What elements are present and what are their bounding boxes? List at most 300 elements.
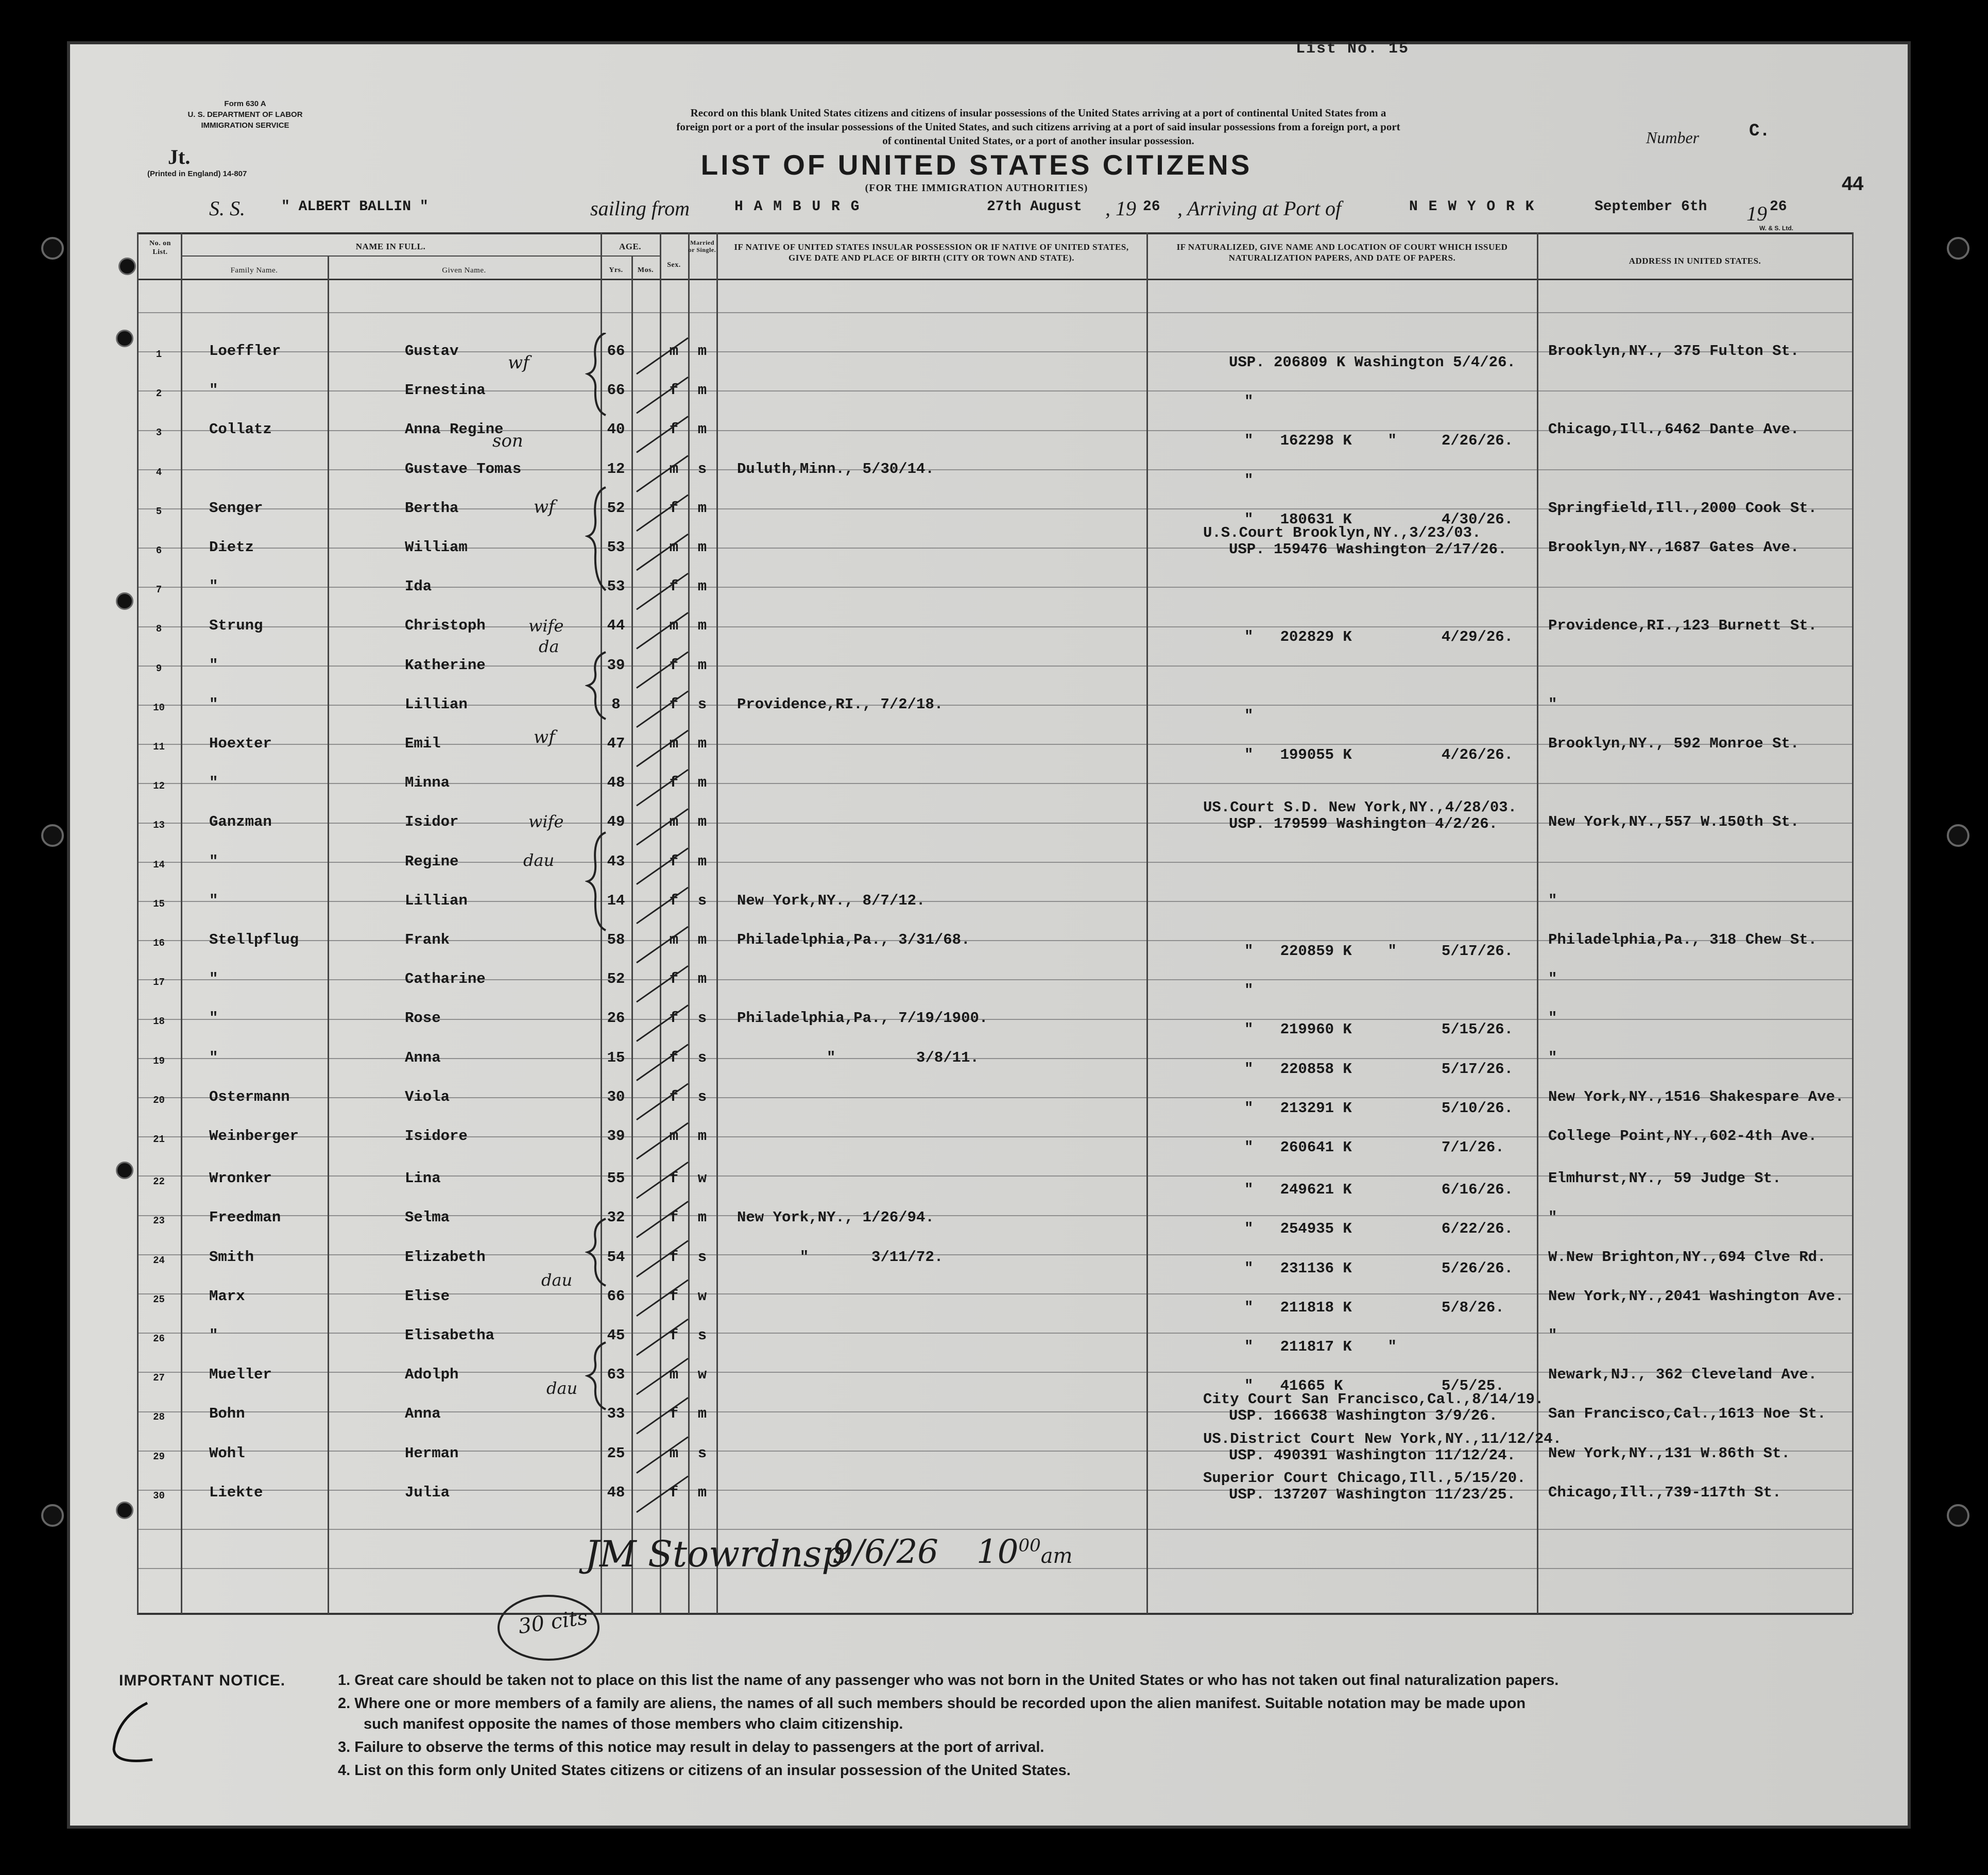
given-name: William — [405, 539, 468, 556]
given-name: Julia — [405, 1484, 450, 1501]
binder-hole — [116, 1502, 133, 1519]
birth-info: " 3/8/11. — [737, 1049, 979, 1066]
sex: m — [669, 617, 679, 635]
sex: f — [669, 1049, 679, 1066]
ditto-stroke — [637, 1123, 688, 1159]
marital-status: w — [697, 1366, 707, 1384]
annotation-wife: wife — [528, 616, 564, 636]
naturalization-papers: " — [1244, 982, 1254, 999]
sail-date: 27th August — [987, 199, 1082, 215]
family-name: Wronker — [209, 1170, 272, 1187]
ditto-stroke — [637, 809, 688, 845]
marital-status: m — [697, 578, 707, 595]
address: San Francisco,Cal.,1613 Noe St. — [1548, 1405, 1826, 1423]
ruled-line — [137, 469, 1852, 470]
sex: m — [669, 931, 679, 948]
binder-hole — [118, 258, 136, 275]
sex: m — [669, 1366, 679, 1384]
binder-hole — [41, 824, 64, 847]
marital-status: m — [697, 1209, 707, 1226]
given-name: Katherine — [405, 656, 486, 674]
naturalization-papers: USP. 206809 K Washington 5/4/26. — [1229, 354, 1516, 371]
ditto-stroke — [637, 927, 688, 963]
family-name: Smith — [209, 1248, 254, 1266]
binder-hole — [116, 592, 133, 610]
birth-info: New York,NY., 8/7/12. — [737, 892, 926, 909]
row-number: 19 — [153, 1055, 165, 1067]
address: Providence,RI.,123 Burnett St. — [1548, 617, 1818, 635]
binder-hole — [1947, 824, 1969, 847]
age-years: 30 — [607, 1088, 625, 1105]
row-number: 9 — [156, 662, 162, 674]
header-married: Married or Single. — [688, 239, 716, 253]
sex: f — [669, 1327, 679, 1344]
sex: f — [669, 774, 679, 792]
age-years: 55 — [607, 1170, 625, 1187]
row-number: 7 — [156, 584, 162, 596]
address: " — [1548, 1049, 1557, 1066]
binder-hole — [116, 1162, 133, 1179]
given-name: Anna — [405, 1405, 441, 1423]
naturalization-papers: " 249621 K 6/16/26. — [1244, 1181, 1514, 1199]
age-years: 47 — [607, 735, 625, 752]
header-address: ADDRESS IN UNITED STATES. — [1629, 256, 1761, 266]
arrival-port: N E W Y O R K — [1409, 199, 1535, 215]
age-years: 53 — [607, 539, 625, 556]
family-name: " — [209, 853, 218, 870]
given-name: Herman — [405, 1444, 459, 1462]
notice-item-3: 3. Failure to observe the terms of this notice may result in delay to passengers at the port of arrival. — [338, 1739, 1044, 1755]
marital-status: m — [697, 970, 707, 988]
family-name: Weinberger — [209, 1128, 299, 1145]
marital-status: m — [697, 735, 707, 752]
name-subrule — [181, 255, 601, 257]
sex: f — [669, 499, 679, 517]
ditto-stroke — [637, 612, 688, 649]
row-number: 13 — [153, 820, 165, 831]
row-number: 12 — [153, 780, 165, 792]
address: " — [1548, 1209, 1557, 1226]
marital-status: w — [697, 1170, 707, 1187]
annotation-dau: dau — [541, 1270, 573, 1290]
address: Chicago,Ill.,739-117th St. — [1548, 1484, 1781, 1501]
family-name: " — [209, 970, 218, 988]
number-label: Number — [1646, 128, 1700, 147]
marital-status: s — [697, 892, 707, 909]
ruled-line — [137, 1333, 1852, 1334]
row-number: 21 — [153, 1134, 165, 1145]
ruled-line — [137, 1529, 1852, 1530]
ditto-stroke — [637, 1358, 688, 1394]
marital-status: m — [697, 343, 707, 360]
notice-item-2-cont: such manifest opposite the names of those members who claim citizenship. — [364, 1716, 903, 1732]
family-name: " — [209, 578, 218, 595]
age-years: 15 — [607, 1049, 625, 1066]
row-number: 4 — [156, 466, 162, 478]
birth-info: " 3/11/72. — [737, 1248, 944, 1266]
naturalization-court: US.District Court New York,NY.,11/12/24. — [1203, 1430, 1562, 1447]
annotation-wife: wf — [534, 727, 555, 747]
marital-status: m — [697, 1405, 707, 1423]
ditto-stroke — [637, 691, 688, 727]
given-name: Lina — [405, 1170, 441, 1187]
service: IMMIGRATION SERVICE — [201, 121, 289, 130]
given-name: Viola — [405, 1088, 450, 1105]
sex: f — [669, 1170, 679, 1187]
binder-hole — [1947, 1504, 1969, 1527]
ship-label: S. S. — [209, 197, 245, 220]
check-strokes — [626, 333, 729, 1605]
given-name: Frank — [405, 931, 450, 948]
given-name: Selma — [405, 1209, 450, 1226]
naturalization-court: Superior Court Chicago,Ill.,5/15/20. — [1203, 1469, 1526, 1487]
marital-status: m — [697, 656, 707, 674]
notice-item-4: 4. List on this form only United States citizens or citizens of an insular possession of the United States. — [338, 1762, 1071, 1779]
header-no: No. on List. — [149, 240, 171, 256]
family-name: " — [209, 1010, 218, 1027]
naturalization-papers: " 254935 K 6/22/26. — [1244, 1220, 1514, 1238]
address: " — [1548, 892, 1557, 909]
given-name: Emil — [405, 735, 441, 752]
family-name: Collatz — [209, 421, 272, 438]
given-name: Rose — [405, 1010, 441, 1027]
given-name: Gustave Tomas — [405, 460, 522, 478]
age-years: 52 — [607, 499, 625, 517]
ditto-stroke — [637, 377, 688, 413]
naturalization-papers: " 219960 K 5/15/26. — [1244, 1021, 1514, 1038]
family-name: " — [209, 1049, 218, 1066]
sex: m — [669, 539, 679, 556]
binder-hole — [116, 330, 133, 347]
marital-status: m — [697, 499, 707, 517]
ruled-line — [137, 666, 1852, 667]
ditto-stroke — [637, 1045, 688, 1081]
family-name: Loeffler — [209, 343, 281, 360]
ditto-stroke — [637, 1241, 688, 1277]
record-instructions: Record on this blank United States citizens and citizens of insular possessions of the United States arriving at a port of continental United States from a foreign port or a port of the insular possessions of the United States, and such citizens arriving at a port of said insular possessions from a foreign port, a port of continental United States, or a port of another insular possession. — [676, 107, 1400, 147]
address: Brooklyn,NY.,1687 Gates Ave. — [1548, 539, 1800, 556]
annotation-dau: dau — [523, 850, 555, 870]
marital-status: s — [697, 1010, 707, 1027]
family-name: Hoexter — [209, 735, 272, 752]
naturalization-papers: " — [1244, 471, 1254, 489]
row-number: 18 — [153, 1016, 165, 1028]
naturalization-papers: " 231136 K 5/26/26. — [1244, 1259, 1514, 1277]
marital-status: m — [697, 1128, 707, 1145]
ditto-stroke — [637, 1084, 688, 1120]
row-number: 27 — [153, 1372, 165, 1384]
age-years: 53 — [607, 578, 625, 595]
ruled-line — [137, 783, 1852, 784]
ruled-line — [137, 312, 1852, 313]
row-number: 30 — [153, 1490, 165, 1502]
header-age: AGE. — [619, 242, 642, 251]
age-years: 63 — [607, 1366, 625, 1384]
ditto-stroke — [637, 1437, 688, 1473]
arrival-year-prefix: 19 — [1746, 202, 1767, 225]
naturalization-papers: " 220859 K " 5/17/26. — [1244, 943, 1514, 960]
ditto-stroke — [637, 1476, 688, 1512]
family-name: " — [209, 1327, 218, 1344]
header-mos: Mos. — [637, 266, 654, 274]
given-name: Adolph — [405, 1366, 459, 1384]
header-name-in-full: NAME IN FULL. — [355, 242, 426, 251]
list-subtitle: (FOR THE IMMIGRATION AUTHORITIES) — [865, 182, 1088, 194]
age-years: 8 — [611, 695, 621, 713]
family-name: " — [209, 774, 218, 792]
row-number: 28 — [153, 1411, 165, 1423]
marital-status: w — [697, 1287, 707, 1305]
ditto-stroke — [637, 1201, 688, 1237]
sex: f — [669, 1484, 679, 1501]
given-name: Christoph — [405, 617, 486, 635]
sex: f — [669, 695, 679, 713]
address: " — [1548, 695, 1557, 713]
sex: f — [669, 970, 679, 988]
number-value: C. — [1749, 122, 1770, 141]
inspection-time: $10^{00}am$ — [976, 1533, 1073, 1571]
ruled-line — [137, 1019, 1852, 1020]
sail-year: 26 — [1143, 199, 1160, 215]
marital-status: m — [697, 931, 707, 948]
annotation-dau: dau — [546, 1378, 578, 1398]
sex: m — [669, 813, 679, 831]
marital-status: m — [697, 382, 707, 399]
table-bottom-rule — [137, 1613, 1852, 1615]
marital-status: s — [697, 695, 707, 713]
age-years: 45 — [607, 1327, 625, 1344]
given-name: Anna — [405, 1049, 441, 1066]
family-name: Dietz — [209, 539, 254, 556]
row-number: 23 — [153, 1215, 165, 1227]
row-number: 1 — [156, 349, 162, 360]
annotation-dau: da — [539, 637, 559, 656]
row-number: 29 — [153, 1451, 165, 1462]
address: New York,NY.,131 W.86th St. — [1548, 1444, 1790, 1462]
sex: f — [669, 1248, 679, 1266]
notice-item-1: 1. Great care should be taken not to place on this list the name of any passenger who was not born in the United States or who has not taken out final naturalization papers. — [338, 1672, 1559, 1689]
sex: f — [669, 892, 679, 909]
age-years: 26 — [607, 1010, 625, 1027]
notice-item-2: 2. Where one or more members of a family are aliens, the names of all such members should be recorded upon the alien manifest. Suitable notation may be made upon — [338, 1695, 1526, 1712]
ditto-stroke — [637, 534, 688, 570]
naturalization-papers: " 41665 K 5/5/25. — [1244, 1377, 1504, 1395]
row-number: 25 — [153, 1293, 165, 1305]
inspector-signature: JM Stowrdnsp — [585, 1533, 845, 1575]
marital-status: s — [697, 1088, 707, 1105]
marital-status: s — [697, 1248, 707, 1266]
header-yrs: Yrs. — [609, 266, 623, 274]
printed-note: (Printed in England) 14-807 — [147, 169, 247, 178]
age-years: 66 — [607, 343, 625, 360]
header-birth: IF NATIVE OF UNITED STATES INSULAR POSSESSION OR IF NATIVE OF UNITED STATES, GIVE DATE AND PLACE OF BIRTH (CITY OR TOWN AND STATE). — [734, 242, 1129, 263]
naturalization-papers: " 180631 K 4/30/26. — [1244, 510, 1514, 528]
family-braces — [585, 333, 616, 1466]
marital-status: m — [697, 853, 707, 870]
address: Newark,NJ., 362 Cleveland Ave. — [1548, 1366, 1818, 1384]
address: Brooklyn,NY., 375 Fulton St. — [1548, 343, 1800, 360]
header-family-name: Family Name. — [230, 266, 278, 275]
age-years: 39 — [607, 1128, 625, 1145]
address: Springfield,Ill.,2000 Cook St. — [1548, 499, 1818, 517]
row-number: 8 — [156, 623, 162, 635]
ditto-stroke — [637, 456, 688, 492]
list-number: List No. 15 — [1296, 40, 1410, 58]
row-number: 15 — [153, 898, 165, 910]
address: Chicago,Ill.,6462 Dante Ave. — [1548, 421, 1800, 438]
birth-info: New York,NY., 1/26/94. — [737, 1209, 934, 1226]
given-name: Isidore — [405, 1128, 468, 1145]
citizen-count-note: 30 cits — [517, 1605, 589, 1639]
family-name: Bohn — [209, 1405, 245, 1423]
marital-status: s — [697, 1444, 707, 1462]
given-name: Lillian — [405, 892, 468, 909]
family-name: " — [209, 656, 218, 674]
family-name: Liekte — [209, 1484, 263, 1501]
naturalization-papers: USP. 179599 Washington 4/2/26. — [1229, 815, 1498, 833]
given-name: Elisabetha — [405, 1327, 495, 1344]
annotation-wife: wf — [534, 497, 555, 517]
ditto-stroke — [637, 573, 688, 609]
binder-hole — [41, 237, 64, 260]
ruled-line — [137, 862, 1852, 863]
birth-info: Providence,RI., 7/2/18. — [737, 695, 944, 713]
ditto-stroke — [637, 888, 688, 924]
marital-status: s — [697, 1327, 707, 1344]
naturalization-papers: USP. 490391 Washington 11/12/24. — [1229, 1446, 1516, 1464]
ruled-line — [137, 587, 1852, 588]
given-name: Bertha — [405, 499, 459, 517]
naturalization-papers: USP. 166638 Washington 3/9/26. — [1229, 1407, 1498, 1425]
address: " — [1548, 1327, 1557, 1344]
row-number: 20 — [153, 1094, 165, 1106]
sex: f — [669, 1010, 679, 1027]
arrival-date: September 6th — [1595, 199, 1707, 215]
naturalization-papers: " 199055 K 4/26/26. — [1244, 746, 1514, 763]
printer-mark: W. & S. Ltd. — [1759, 225, 1793, 232]
naturalization-papers: USP. 159476 Washington 2/17/26. — [1229, 541, 1507, 558]
naturalization-papers: " 211818 K 5/8/26. — [1244, 1299, 1504, 1316]
given-name: Elizabeth — [405, 1248, 486, 1266]
age-years: 66 — [607, 1287, 625, 1305]
given-name: Lillian — [405, 695, 468, 713]
ditto-stroke — [637, 730, 688, 766]
given-name: Ida — [405, 578, 432, 595]
age-years: 43 — [607, 853, 625, 870]
arrival-year: 26 — [1770, 199, 1787, 215]
address: W.New Brighton,NY.,694 Clve Rd. — [1548, 1248, 1826, 1266]
form-identity — [152, 98, 338, 131]
sex: m — [669, 460, 679, 478]
address: Philadelphia,Pa., 318 Chew St. — [1548, 931, 1818, 948]
row-number: 3 — [156, 427, 162, 439]
birth-info: Duluth,Minn., 5/30/14. — [737, 460, 934, 478]
sex: m — [669, 735, 679, 752]
sex: m — [669, 1128, 679, 1145]
ditto-stroke — [637, 848, 688, 884]
naturalization-papers: " 213291 K 5/10/26. — [1244, 1099, 1514, 1117]
header-given-name: Given Name. — [442, 266, 486, 275]
ditto-stroke — [637, 416, 688, 452]
age-years: 52 — [607, 970, 625, 988]
header-naturalized: IF NATURALIZED, GIVE NAME AND LOCATION OF COURT WHICH ISSUED NATURALIZATION PAPERS, AND DATE OF PAPERS. — [1176, 242, 1508, 263]
age-years: 44 — [607, 617, 625, 635]
table-top-rule — [137, 232, 1852, 234]
naturalization-papers: " — [1244, 707, 1254, 724]
family-name: " — [209, 695, 218, 713]
marital-status: m — [697, 421, 707, 438]
address: " — [1548, 970, 1557, 988]
list-title: LIST OF UNITED STATES CITIZENS — [700, 149, 1253, 181]
sex: f — [669, 656, 679, 674]
naturalization-papers: " — [1244, 393, 1254, 411]
sailing-port: H A M B U R G — [734, 199, 861, 215]
sailing-label: sailing from — [590, 197, 690, 220]
age-subrule — [601, 255, 660, 257]
given-name: Elise — [405, 1287, 450, 1305]
ditto-stroke — [637, 966, 688, 1002]
age-years: 40 — [607, 421, 625, 438]
ruled-line — [137, 979, 1852, 980]
age-years: 58 — [607, 931, 625, 948]
given-name: Catharine — [405, 970, 486, 988]
age-years: 25 — [607, 1444, 625, 1462]
row-number: 14 — [153, 859, 165, 871]
page-number: 44 — [1842, 173, 1864, 195]
age-years: 39 — [607, 656, 625, 674]
marital-status: s — [697, 460, 707, 478]
ditto-stroke — [637, 338, 688, 374]
age-years: 32 — [607, 1209, 625, 1226]
arriving-label: , Arriving at Port of — [1177, 197, 1342, 220]
marital-status: m — [697, 774, 707, 792]
family-name: Freedman — [209, 1209, 281, 1226]
sex: f — [669, 382, 679, 399]
check-mark — [101, 1698, 163, 1775]
ditto-stroke — [637, 1397, 688, 1434]
age-years: 12 — [607, 460, 625, 478]
form-number: Form 630 A — [224, 99, 266, 108]
given-name: Isidor — [405, 813, 459, 831]
ditto-stroke — [637, 770, 688, 806]
ditto-stroke — [637, 1005, 688, 1041]
sex: f — [669, 421, 679, 438]
row-number: 22 — [153, 1176, 165, 1188]
sex: f — [669, 853, 679, 870]
naturalization-papers: " 162298 K " 2/26/26. — [1244, 432, 1514, 450]
naturalization-court: US.Court S.D. New York,NY.,4/28/03. — [1203, 799, 1517, 816]
ditto-stroke — [637, 1319, 688, 1355]
age-years: 14 — [607, 892, 625, 909]
row-number: 10 — [153, 702, 165, 713]
family-name: Wohl — [209, 1444, 245, 1462]
annotation-son: son — [492, 431, 523, 451]
naturalization-papers: " 211817 K " — [1244, 1338, 1397, 1355]
ditto-stroke — [637, 652, 688, 688]
naturalization-papers: " 260641 K 7/1/26. — [1244, 1139, 1504, 1156]
age-years: 48 — [607, 1484, 625, 1501]
given-name: Regine — [405, 853, 459, 870]
family-name: Strung — [209, 617, 263, 635]
marital-status: s — [697, 1049, 707, 1066]
age-years: 66 — [607, 382, 625, 399]
naturalization-papers: " 202829 K 4/29/26. — [1244, 628, 1514, 646]
family-name: Ostermann — [209, 1088, 290, 1105]
ruled-line — [137, 705, 1852, 706]
sail-year-prefix: , 19 — [1105, 197, 1136, 220]
birth-info: Philadelphia,Pa., 7/19/1900. — [737, 1010, 988, 1027]
address: " — [1548, 1010, 1557, 1027]
